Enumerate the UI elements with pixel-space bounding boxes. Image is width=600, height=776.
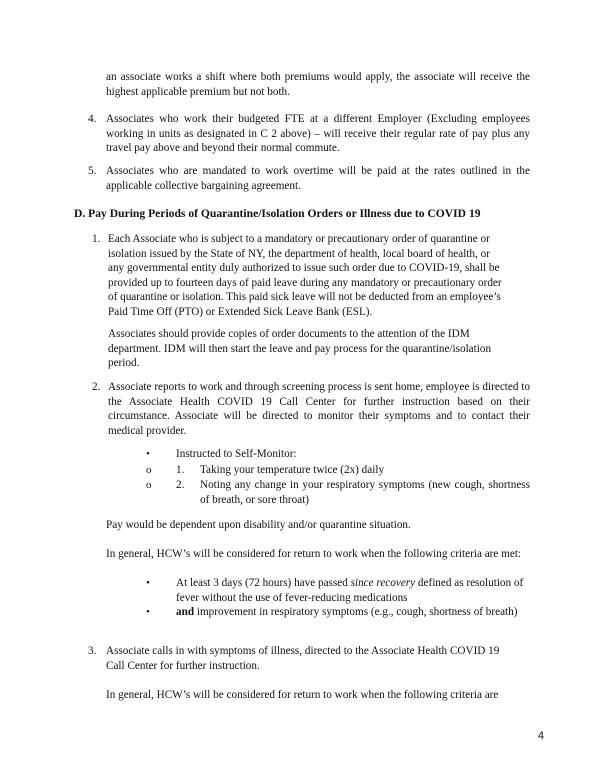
- d-item-1-line: Paid Time Off (PTO) or Extended Sick Leave Bank (ESL).: [108, 305, 373, 318]
- d-item-2-number: 2.: [92, 381, 101, 393]
- d-item-1-paragraph-2: [108, 327, 538, 371]
- bullet-glyph: •: [146, 606, 150, 618]
- return-criteria-intro: In general, HCW’s will be considered for return to work when the following criteria are met:: [106, 548, 522, 560]
- d-item-3-line: Associate calls in with symptoms of illness, directed to the Associate Health COVID 19: [106, 645, 500, 657]
- d-item-1-p2-line: period.: [108, 357, 140, 370]
- intro-continuation: an associate works a shift where both premiums would apply, the associate will receive the highest applicable premium but not both.: [106, 71, 530, 98]
- sub-bullet-glyph: o: [146, 479, 152, 491]
- d-item-1-line: any governmental entity duly authorized to issue such order due to COVID-19, shall be: [108, 262, 500, 275]
- criteria-2-text: improvement in respiratory symptoms (e.g., cough, shortness of breath): [194, 606, 518, 618]
- d-item-1-line: provided up to fourteen days of paid leave during any mandatory or precautionary order: [108, 276, 502, 289]
- section-d-heading: D. Pay During Periods of Quarantine/Isolation Orders or Illness due to COVID 19: [74, 207, 481, 220]
- criteria-item-2: [176, 605, 530, 620]
- c-item-5-text: Associates who are mandated to work overtime will be paid at the rates outlined in the applicable collective bargaining agreement.: [106, 165, 530, 192]
- bullet-glyph: •: [146, 448, 150, 460]
- d-item-3-criteria-intro: In general, HCW’s will be considered for return to work when the following criteria are: [106, 689, 499, 701]
- criteria-2-bold: and: [176, 606, 195, 618]
- criteria-item-1: [176, 576, 530, 605]
- sub-item-2-number: 2.: [176, 479, 185, 491]
- d-item-2-text: Associate reports to work and through screening process is sent home, employee is directed to the Associate Health COVID 19 Call Center for further instruction based on their circumstance. Associate will be directed to monitor their symptoms and to contact their medical provider.: [108, 381, 530, 437]
- criteria-1-text-end: defined as resolution of fever without the use of fever-reducing medications: [176, 577, 524, 604]
- c-item-4-text: Associates who work their budgeted FTE at a different Employer (Excluding employees working in units as designated in C 2 above) – will receive their regular rate of pay plus any travel pay above and beyond their normal commute.: [106, 113, 530, 155]
- sub-item-1-text: Taking your temperature twice (2x) daily: [200, 464, 385, 476]
- criteria-1-text: At least 3 days (72 hours) have passed: [176, 577, 351, 589]
- d-item-1-number: 1.: [92, 233, 101, 245]
- criteria-1-emphasis: since recovery: [350, 577, 416, 589]
- self-monitor-label: Instructed to Self-Monitor:: [176, 448, 297, 460]
- bullet-glyph: •: [146, 577, 150, 589]
- pay-dependency-text: Pay would be dependent upon disability and/or quarantine situation.: [106, 519, 411, 531]
- d-item-3-line: Call Center for further instruction.: [106, 659, 260, 672]
- d-item-1-p2-line: department. IDM will then start the leave and pay process for the quarantine/isolation: [108, 342, 492, 355]
- d-item-1-p2-line: Associates should provide copies of order documents to the attention of the IDM: [108, 328, 470, 340]
- d-item-1-line: Each Associate who is subject to a mandatory or precautionary order of quarantine or: [108, 233, 490, 245]
- d-item-1-paragraph: [108, 232, 538, 320]
- d-item-1-line: of quarantine or isolation. This paid sick leave will not be deducted from an employee’s: [108, 291, 501, 304]
- d-item-3-paragraph: [106, 644, 536, 673]
- sub-item-1-number: 1.: [176, 464, 185, 476]
- c-item-4-number: 4.: [88, 113, 97, 125]
- page-number: 4: [537, 730, 544, 742]
- d-item-1-line: isolation issued by the State of NY, the department of health, local board of health, or: [108, 247, 490, 260]
- d-item-3-number: 3.: [88, 645, 97, 657]
- c-item-5-number: 5.: [88, 165, 97, 177]
- sub-item-2-text: Noting any change in your respiratory symptoms (new cough, shortness of breath, or sore throat): [200, 479, 530, 506]
- sub-bullet-glyph: o: [146, 464, 152, 476]
